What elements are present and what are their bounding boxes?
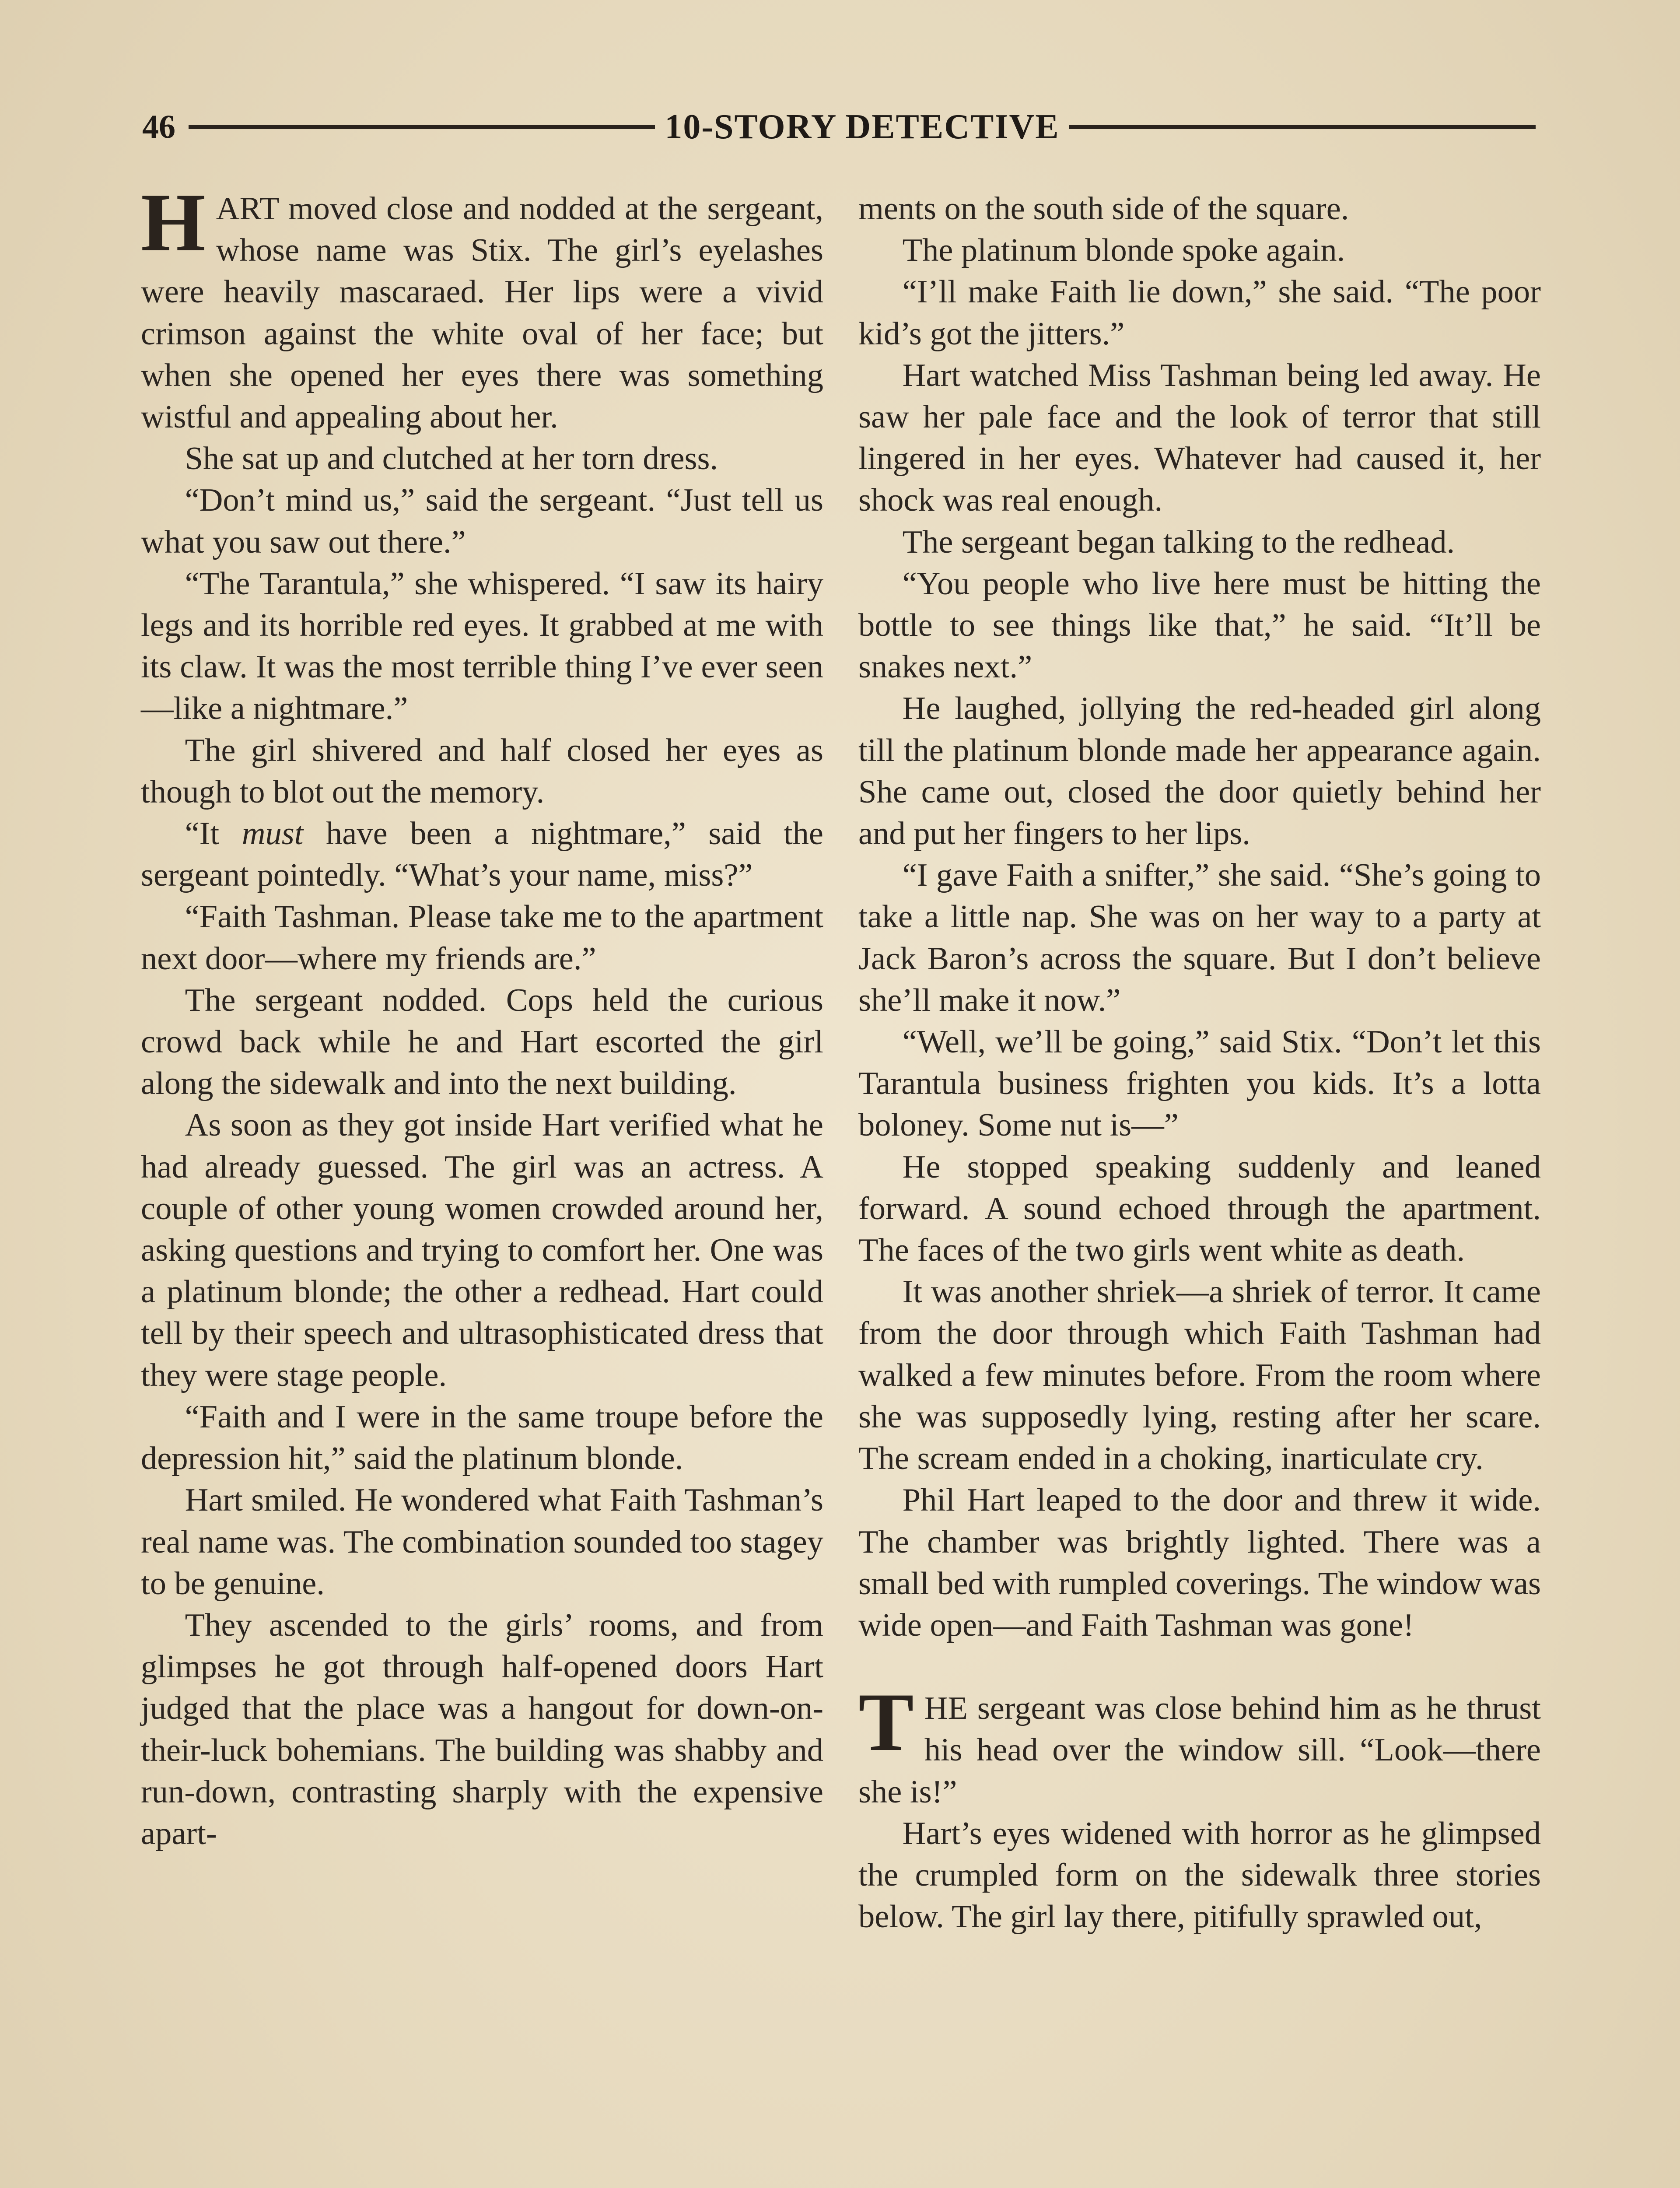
paragraph: HART moved close and nodded at the sergeant, whose name was Stix. The girl’s eyelashes were heavily mascaraed. Her lips were a vivid crimson against the white oval of her face; but when she opened her eyes there was something wistful and appealing about her.: [141, 177, 823, 435]
paragraph: He laughed, jollying the red-headed girl along till the platinum blonde made her appearance again. She came out, closed the door quietly behind her and put her fingers to her lips.: [858, 691, 1541, 852]
paragraph: Hart watched Miss Tashman being led away. He saw her pale face and the look of terror that still lingered in her eyes. Whatever had caused it, her shock was real enough.: [858, 357, 1541, 519]
paragraph: “I gave Faith a snifter,” she said. “She’s going to take a little nap. She was on her way to a party at Jack Baron’s across the square. But I don’t believe she’ll make it now.”: [858, 857, 1541, 1018]
paragraph: ments on the south side of the square.: [858, 191, 1349, 227]
paragraph: “It must have been a nightmare,” said the sergeant pointedly. “What’s your name, miss?”: [141, 816, 823, 894]
right-column: [858, 188, 1541, 1938]
paragraph: “Don’t mind us,” said the sergeant. “Just tell us what you saw out there.”: [141, 482, 823, 560]
paragraph: THE sergeant was close behind him as he thrust his head over the window sill. “Look—there she is!”: [858, 1676, 1541, 1810]
paragraph: “Well, we’ll be going,” said Stix. “Don’t let this Tarantula business frighten you kids. It’s a lotta boloney. Some nut is—”: [858, 1024, 1541, 1143]
paragraph: They ascended to the girls’ rooms, and from glimpses he got through half-opened doors Hart judged that the place was a hangout for down-on-their-luck bohemians. The building was shabby and run-down, contrasting sharply with the expensive apart-: [141, 1607, 823, 1851]
paragraph: Hart’s eyes widened with horror as he glimpsed the crumpled form on the sidewalk three stories below. The girl lay there, pitifully sprawled out,: [858, 1815, 1541, 1935]
paragraph: As soon as they got inside Hart verified what he had already guessed. The girl was an actress. A couple of other young women crowded around her, asking questions and trying to comfort her. One was a platinum blonde; the other a redhead. Hart could tell by their speech and ultrasophisticated dress that they were stage people.: [141, 1107, 823, 1393]
magazine-title: 10-STORY DETECTIVE: [665, 107, 1060, 146]
drop-cap: T: [858, 1676, 914, 1769]
left-column: [141, 177, 823, 1855]
page-number: 46: [142, 108, 175, 145]
paragraph: He stopped speaking suddenly and leaned forward. A sound echoed through the apartment. The faces of the two girls went white as death.: [858, 1149, 1541, 1269]
paragraph: The sergeant nodded. Cops held the curious crowd back while he and Hart escorted the girl along the sidewalk and into the next building.: [141, 982, 823, 1102]
paragraph: “Faith and I were in the same troupe before the depression hit,” said the platinum blonde.: [141, 1399, 823, 1477]
paragraph: “Faith Tashman. Please take me to the apartment next door—where my friends are.”: [141, 899, 823, 977]
header-rule-left: [189, 125, 655, 129]
paragraph: The platinum blonde spoke again.: [902, 232, 1345, 269]
paragraph: She sat up and clutched at her torn dress.: [185, 441, 718, 477]
page-header: [142, 101, 1536, 153]
paragraph: “The Tarantula,” she whispered. “I saw its hairy legs and its horrible red eyes. It grabbed at me with its claw. It was the most terrible thing I’ve ever seen—like a nightmare.”: [141, 565, 823, 727]
paragraph: “You people who live here must be hitting the bottle to see things like that,” he said. “It’ll be snakes next.”: [858, 565, 1541, 685]
paragraph: The girl shivered and half closed her eyes as though to blot out the memory.: [141, 732, 823, 810]
header-rule-right: [1069, 125, 1536, 129]
italic-word: must: [242, 816, 304, 852]
paragraph: It was another shriek—a shriek of terror. It came from the door through which Faith Tashman had walked a few minutes before. From the room where she was supposedly lying, resting after her scare. The scream ended in a choking, inarticulate cry.: [858, 1274, 1541, 1477]
paragraph: Hart smiled. He wondered what Faith Tashman’s real name was. The combination sounded too stagey to be genuine.: [141, 1482, 823, 1602]
drop-cap: H: [141, 177, 206, 269]
paragraph: “I’ll make Faith lie down,” she said. “The poor kid’s got the jitters.”: [858, 274, 1541, 352]
paragraph: Phil Hart leaped to the door and threw it wide. The chamber was brightly lighted. There was a small bed with rumpled coverings. The window was wide open—and Faith Tashman was gone!: [858, 1482, 1541, 1643]
paragraph: The sergeant began talking to the redhead.: [902, 524, 1455, 560]
